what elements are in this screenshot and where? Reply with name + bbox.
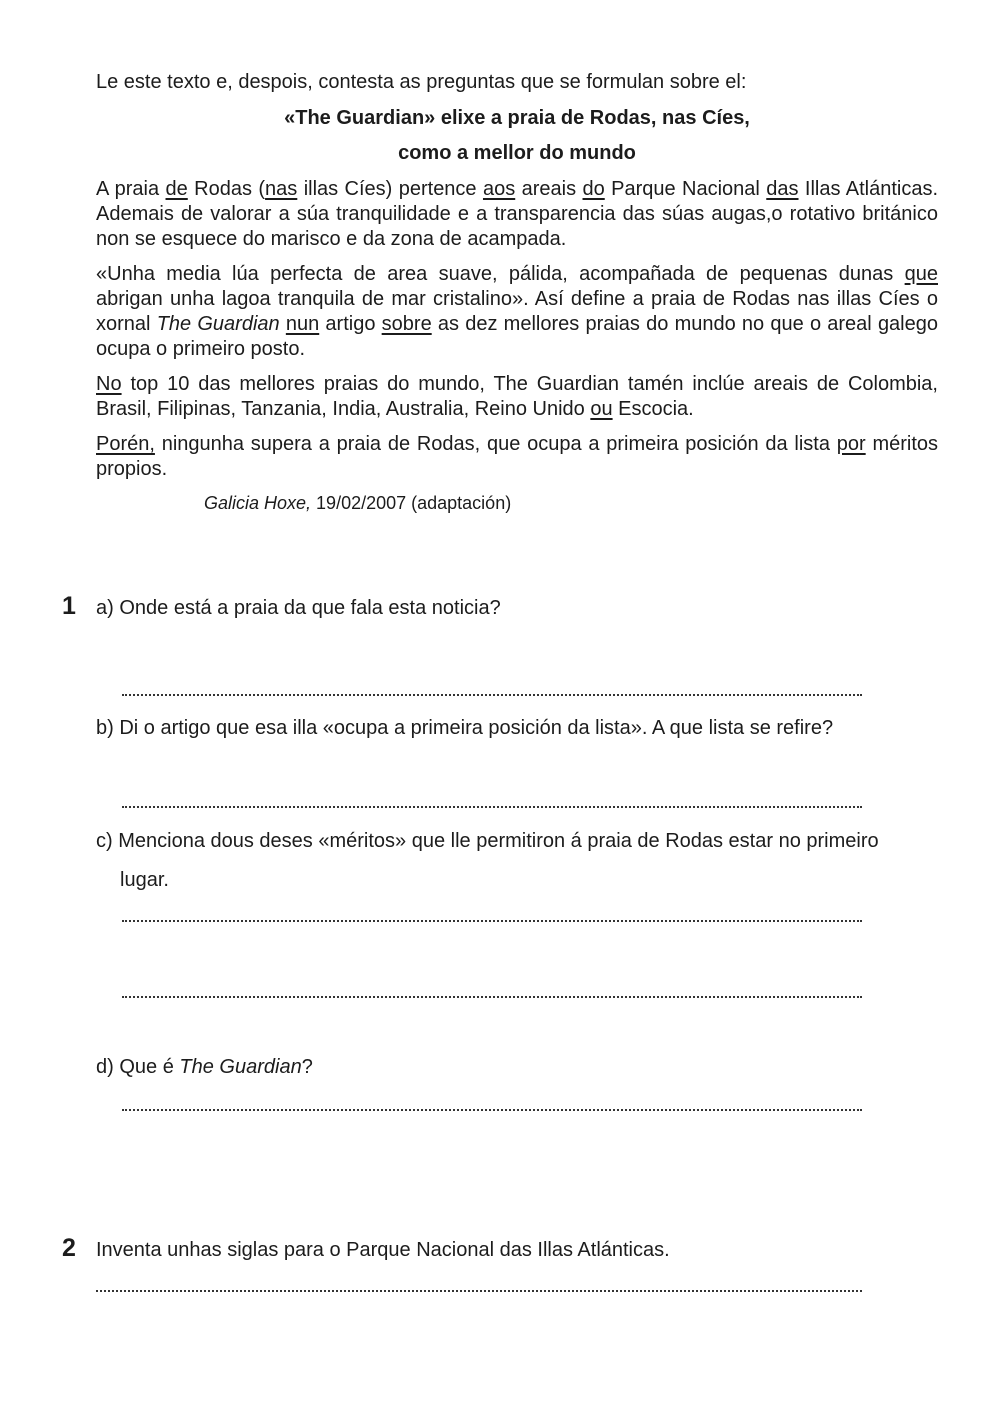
article-paragraph-3: No top 10 das mellores praias do mundo, The Guardian tamén inclúe areais de Colombia, Brasil, Filipinas, Tanzania, India, Australia, Reino Unido ou Escocia.: [96, 373, 938, 420]
question-1b-text: b) Di o artigo que esa illa «ocupa a primeira posición da lista». A que lista se refire?: [96, 717, 834, 739]
answer-line-1c-1[interactable]: [122, 920, 862, 922]
article-paragraph-2: «Unha media lúa perfecta de area suave, pálida, acompañada de pequenas dunas que abrigan unha lagoa tranquila de mar cristalino». Así define a praia de Rodas nas illas Cíes o xornal The Guardian nun artigo sobre as dez mellores praias do mundo no que o areal galego ocupa o primeiro posto.: [96, 263, 938, 360]
instruction-text: Le este texto e, despois, contesta as preguntas que se formulan sobre el:: [96, 71, 747, 93]
answer-line-2[interactable]: [96, 1290, 862, 1292]
question-2-number: 2: [62, 1234, 76, 1262]
answer-line-1a[interactable]: [122, 694, 862, 696]
question-1-number: 1: [62, 592, 76, 620]
article-paragraph-1: A praia de Rodas (nas illas Cíes) pertence aos areais do Parque Nacional das Illas Atlánticas. Ademais de valorar a súa tranquilidade e a transparencia das súas augas,o rotativo británico non se esquece do marisco e da zona de acampada.: [96, 178, 939, 250]
answer-line-1c-2[interactable]: [122, 996, 862, 998]
answer-line-1b[interactable]: [122, 806, 862, 808]
question-1d-text: d) Que é The Guardian?: [96, 1056, 313, 1078]
article-title-line-2: como a mellor do mundo: [398, 142, 636, 164]
article-source: Galicia Hoxe, 19/02/2007 (adaptación): [204, 493, 512, 513]
question-2-text: Inventa unhas siglas para o Parque Nacional das Illas Atlánticas.: [96, 1239, 670, 1261]
article-paragraph-4: Porén, ningunha supera a praia de Rodas, que ocupa a primeira posición da lista por méritos propios.: [96, 433, 939, 480]
answer-line-1d[interactable]: [122, 1109, 862, 1111]
question-1c-text: c) Menciona dous deses «méritos» que lle permitiron á praia de Rodas estar no primeiro: [96, 830, 879, 852]
article-title-line-1: «The Guardian» elixe a praia de Rodas, nas Cíes,: [284, 107, 750, 129]
question-1c-text-continued: lugar.: [120, 869, 169, 891]
question-1a-text: a) Onde está a praia da que fala esta noticia?: [96, 597, 501, 619]
